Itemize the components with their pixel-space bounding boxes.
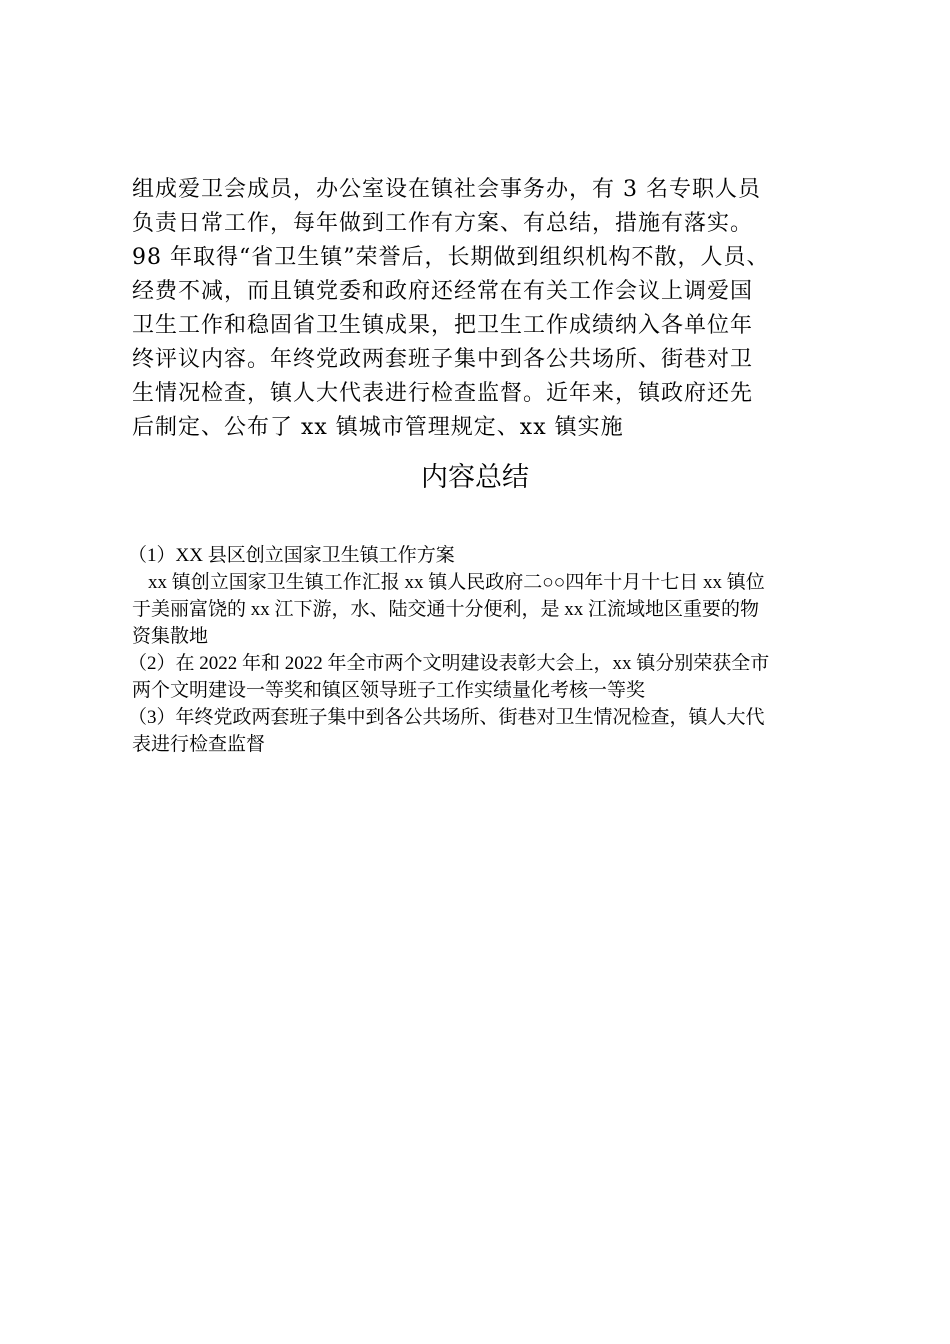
summary-list — [128, 542, 848, 758]
body-line: 98 年取得“省卫生镇”荣誉后，长期做到组织机构不散，人员、 — [132, 245, 770, 270]
body-line: 卫生工作和稳固省卫生镇成果，把卫生工作成绩纳入各单位年 — [132, 313, 754, 338]
summary-title: 内容总结 — [421, 462, 529, 493]
summary-item-line: 资集散地 — [132, 626, 209, 647]
summary-item-heading: （1）XX 县区创立国家卫生镇工作方案 — [128, 545, 455, 566]
body-line: 生情况检查，镇人大代表进行检查监督。近年来，镇政府还先 — [132, 381, 754, 406]
summary-item-2 — [128, 650, 848, 704]
summary-item-line: 表进行检查监督 — [132, 734, 266, 755]
summary-item-line: 于美丽富饶的 xx 江下游，水、陆交通十分便利，是 xx 江流域地区重要的物 — [132, 599, 760, 620]
body-line: 组成爱卫会成员，办公室设在镇社会事务办，有 3 名专职人员 — [132, 177, 761, 202]
body-line: 经费不减，而且镇党委和政府还经常在有关工作会议上调爱国 — [132, 279, 754, 304]
summary-item-3 — [128, 704, 848, 758]
summary-item-1 — [128, 542, 848, 650]
body-paragraph — [132, 173, 852, 445]
body-line: 后制定、公布了 xx 镇城市管理规定、xx 镇实施 — [132, 415, 624, 440]
summary-item-line: （3）年终党政两套班子集中到各公共场所、街巷对卫生情况检查，镇人大代 — [128, 707, 765, 728]
body-line: 终评议内容。年终党政两套班子集中到各公共场所、街巷对卫 — [132, 347, 754, 372]
body-line: 负责日常工作，每年做到工作有方案、有总结，措施有落实。 — [132, 211, 754, 236]
summary-item-line: （2）在 2022 年和 2022 年全市两个文明建设表彰大会上，xx 镇分别荣获全市 — [128, 653, 770, 674]
summary-item-line: xx 镇创立国家卫生镇工作汇报 xx 镇人民政府二○○四年十月十七日 xx 镇位 — [148, 572, 765, 593]
summary-item-line: 两个文明建设一等奖和镇区领导班子工作实绩量化考核一等奖 — [132, 680, 646, 701]
